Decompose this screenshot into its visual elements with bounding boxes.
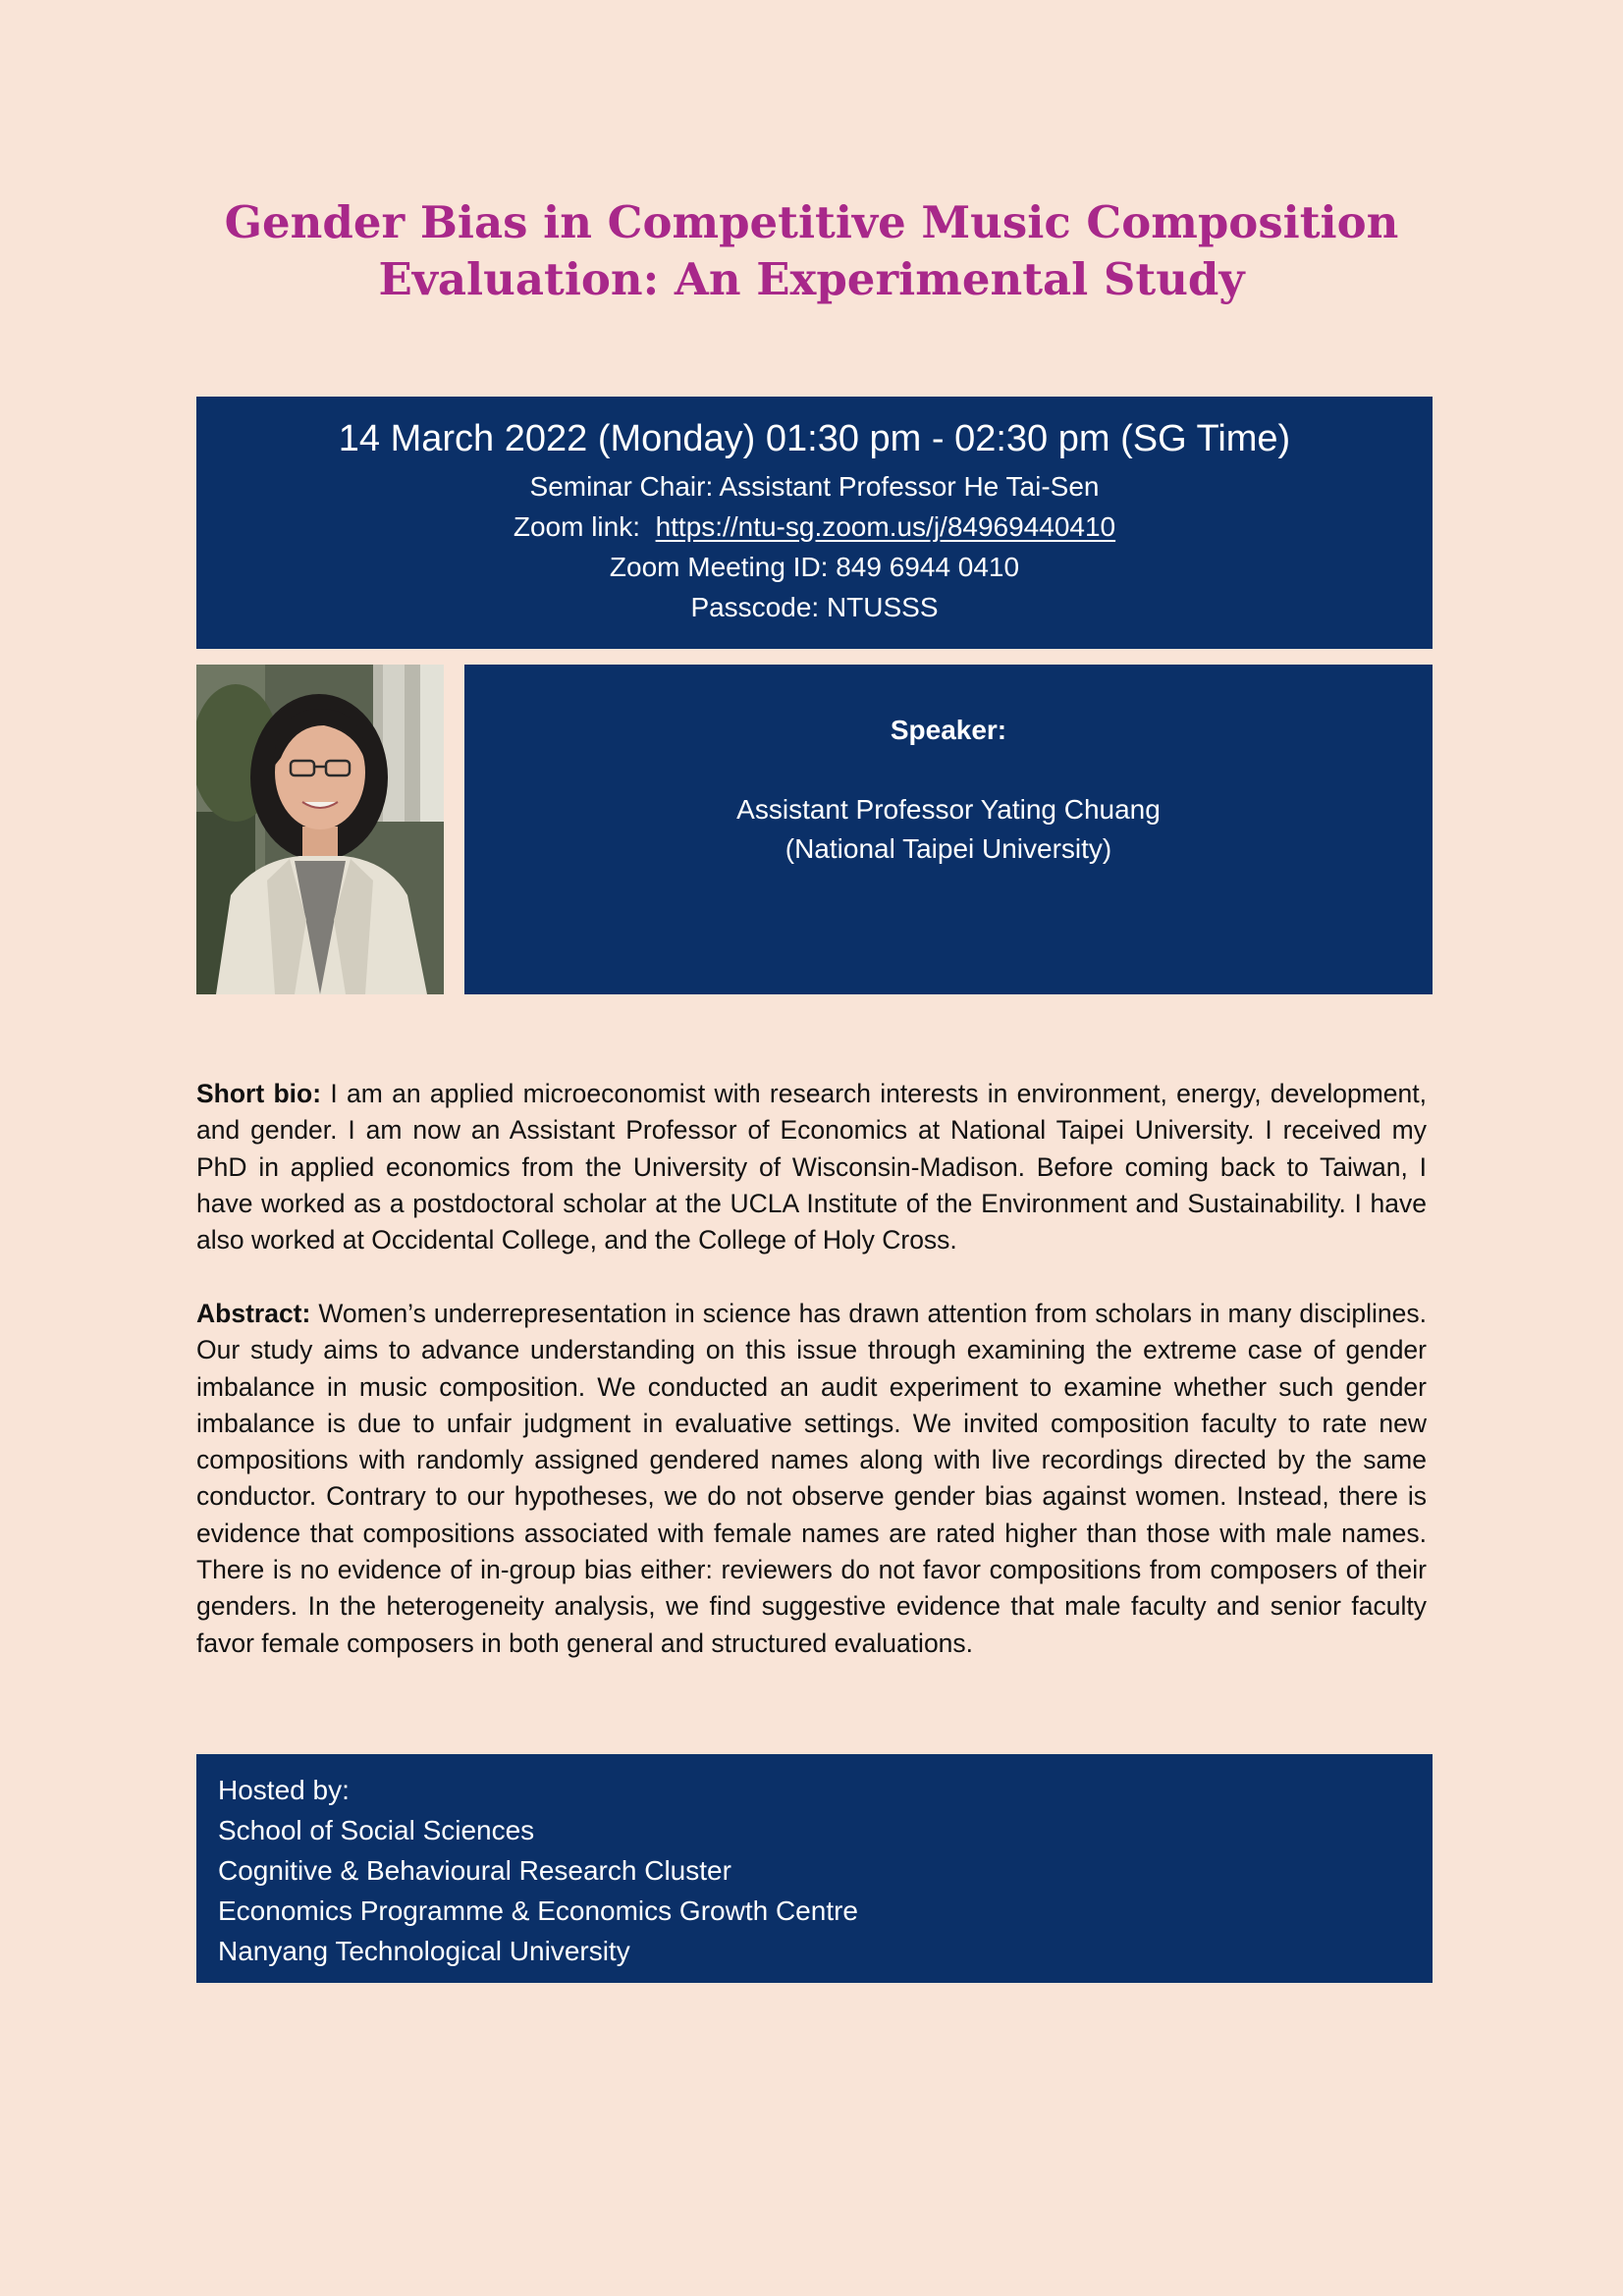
abstract <box>196 1296 1427 1662</box>
organizer-item: Nanyang Technological University <box>218 1936 630 1966</box>
short-bio-text: I am an applied microeconomist with research interests in environment, energy, development, and gender. I am now an Assistant Professor of Economics at National Taipei University. I received my PhD in applied economics from the University of Wisconsin-Madison. Before coming back to Taiwan, I have worked as a postdoctoral scholar at the UCLA Institute of the Environment and Sustainability. I have also worked at Occidental College, and the College of Holy Cross. <box>196 1079 1427 1255</box>
speaker-box <box>464 665 1433 994</box>
event-date-time: 14 March 2022 (Monday) 01:30 pm - 02:30 pm (SG Time) <box>338 418 1291 459</box>
organizer-item: Cognitive & Behavioural Research Cluster <box>218 1855 731 1886</box>
seminar-title-line-1: Gender Bias in Competitive Music Composition <box>224 196 1399 248</box>
speaker-name: Assistant Professor Yating Chuang <box>736 794 1161 825</box>
organizer-item: Economics Programme & Economics Growth Centre <box>218 1896 858 1926</box>
hosted-by-label: Hosted by: <box>218 1775 350 1805</box>
abstract-text: Women’s underrepresentation in science has drawn attention from scholars in many disciplines. Our study aims to advance understanding on this issue through examining the extreme case of gender imbalance in music composition. We conducted an audit experiment to examine whether such gender imbalance is due to unfair judgment in evaluative settings. We invited composition faculty to rate new compositions with randomly assigned gendered names along with live recordings directed by the same conductor. Contrary to our hypotheses, we do not observe gender bias against women. Instead, there is evidence that compositions associated with female names are rated higher than those with male names. There is no evidence of in-group bias either: reviewers do not favor compositions from composers of their genders. In the heterogeneity analysis, we find suggestive evidence that male faculty and senior faculty favor female composers in both general and structured evaluations. <box>196 1299 1427 1658</box>
short-bio-label: Short bio: <box>196 1079 322 1108</box>
zoom-meeting-id: Zoom Meeting ID: 849 6944 0410 <box>609 552 1020 582</box>
seminar-chair: Seminar Chair: Assistant Professor He Tai-Sen <box>529 471 1100 502</box>
seminar-title <box>196 194 1427 308</box>
seminar-title-line-2: Evaluation: An Experimental Study <box>378 253 1245 305</box>
zoom-link[interactable]: https://ntu-sg.zoom.us/j/84969440410 <box>655 511 1116 542</box>
speaker-heading: Speaker: <box>890 715 1007 745</box>
zoom-link-label: Zoom link: <box>513 511 641 542</box>
speaker-photo <box>196 665 444 994</box>
organizer-item: School of Social Sciences <box>218 1815 535 1845</box>
hosted-by-list <box>218 1770 858 1971</box>
abstract-label: Abstract: <box>196 1299 311 1328</box>
short-bio <box>196 1076 1427 1258</box>
speaker-affiliation: (National Taipei University) <box>784 833 1112 864</box>
hosted-by-box <box>196 1754 1433 1983</box>
event-info-box <box>196 397 1433 649</box>
zoom-passcode: Passcode: NTUSSS <box>690 592 939 622</box>
zoom-link-row <box>196 507 1433 547</box>
